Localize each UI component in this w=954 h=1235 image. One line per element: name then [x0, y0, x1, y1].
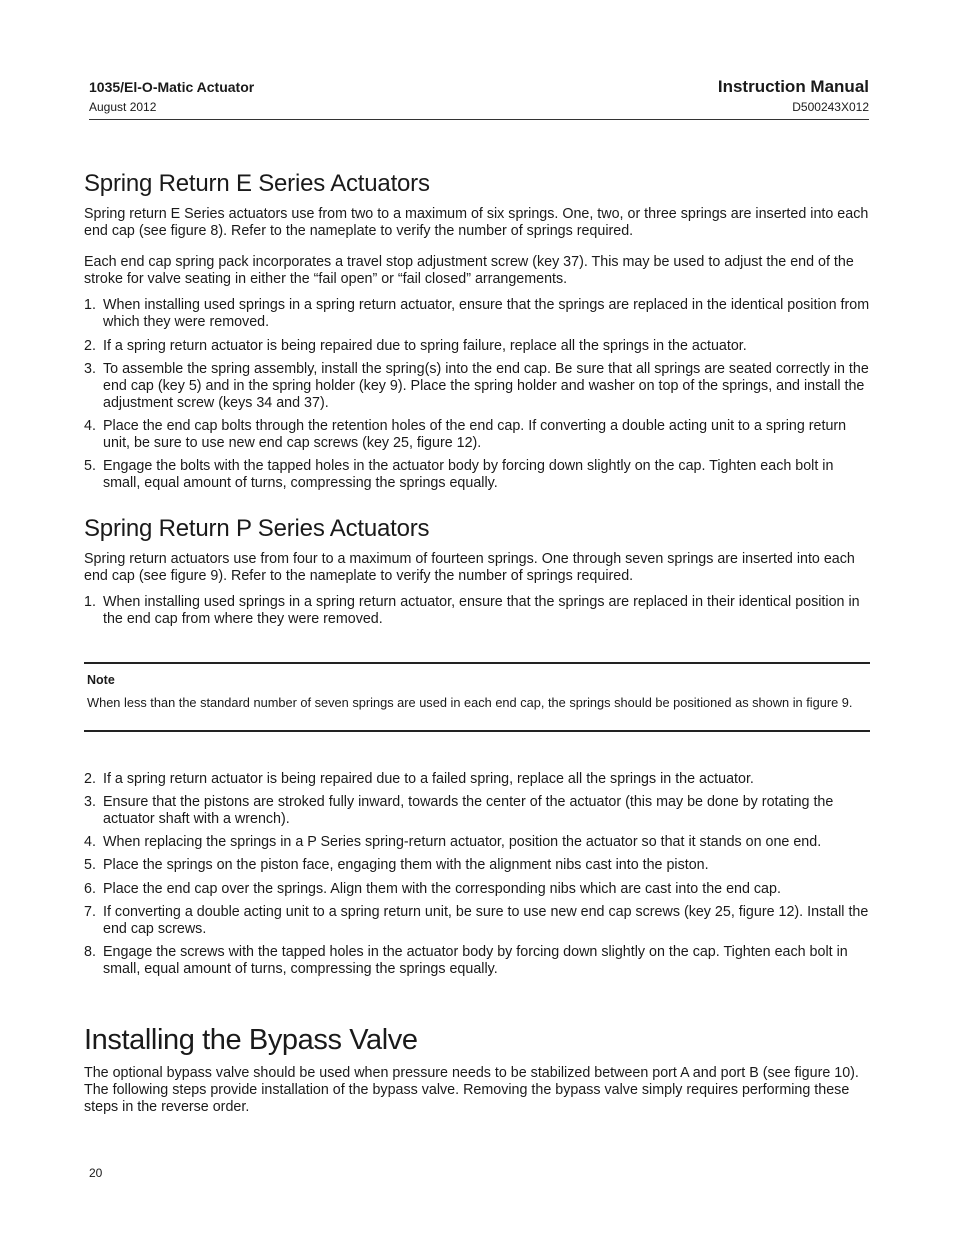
- list-item: 8. Engage the screws with the tapped holes in the actuator body by forcing down slightly on the cap. Tighten each bolt in small, equal amount of turns, compressing the springs equally.: [84, 944, 848, 977]
- section-heading-p-series: Spring Return P Series Actuators: [84, 515, 430, 542]
- list-item: 2. If a spring return actuator is being repaired due to a failed spring, replace all the springs in the actuator.: [84, 771, 754, 787]
- list-item: 3. Ensure that the pistons are stroked fully inward, towards the center of the actuator (this may be done by rotating the actuator shaft with a wrench).: [84, 794, 834, 827]
- list-item: 5. Engage the bolts with the tapped holes in the actuator body by forcing down slightly on the cap. Tighten each bolt in small, equal amount of turns, compressing the springs equally.: [84, 458, 834, 491]
- list-item: 6. Place the end cap over the springs. Align them with the corresponding nibs which are cast into the end cap.: [84, 881, 781, 897]
- list-item: 5. Place the springs on the piston face, engaging them with the alignment nibs cast into the piston.: [84, 857, 709, 873]
- section-heading-e-series: Spring Return E Series Actuators: [84, 170, 430, 197]
- note-title: Note: [87, 673, 115, 687]
- note-box: [84, 662, 870, 732]
- list-item: 4. When replacing the springs in a P Series spring-return actuator, position the actuator so that it stands on one end.: [84, 834, 822, 850]
- list-item: 1. When installing used springs in a spring return actuator, ensure that the springs are replaced in the identical position from which they were removed.: [84, 297, 870, 330]
- publication-date: August 2012: [89, 100, 157, 114]
- list-item: 2. If a spring return actuator is being repaired due to spring failure, replace all the springs in the actuator.: [84, 338, 747, 354]
- list-item: 1. When installing used springs in a spring return actuator, ensure that the springs are replaced in their identical position in the end cap from where they were removed.: [84, 594, 860, 627]
- list-item: 4. Place the end cap bolts through the retention holes of the end cap. If converting a double acting unit to a spring return unit, be sure to use new end cap screws (key 25, figure 12).: [84, 418, 847, 451]
- note-body: When less than the standard number of seven springs are used in each end cap, the springs should be positioned as shown in figure 9.: [87, 695, 853, 710]
- paragraph: Each end cap spring pack incorporates a travel stop adjustment screw (key 37). This may be used to adjust the end of the stroke for valve seating in either the “fail open” or “fail closed” arrangements.: [84, 254, 854, 287]
- document-number: D500243X012: [792, 100, 869, 114]
- page-header: [89, 77, 869, 120]
- paragraph: Spring return E Series actuators use from two to a maximum of six springs. One, two, or three springs are inserted into each end cap (see figure 8). Refer to the nameplate to verify the number of springs required.: [84, 206, 869, 239]
- list-item: 3. To assemble the spring assembly, install the spring(s) into the end cap. Be sure that all springs are seated correctly in the end cap (key 5) and in the spring holder (key 9). Place the spring holder and washer on top of the springs, and install the adjustment screw (keys 34 and 37).: [84, 361, 869, 411]
- paragraph: Spring return actuators use from four to a maximum of fourteen springs. One through seven springs are inserted into each end cap (see figure 9). Refer to the nameplate to verify the number of springs required.: [84, 551, 855, 584]
- manual-type: Instruction Manual: [717, 77, 869, 96]
- paragraph: The optional bypass valve should be used when pressure needs to be stabilized between port A and port B (see figure 10). The following steps provide installation of the bypass valve. Removing the bypass valve simply requires performing these steps in the reverse order.: [84, 1065, 859, 1115]
- page-number: 20: [89, 1166, 103, 1180]
- product-title: 1035/El-O-Matic Actuator: [89, 79, 255, 95]
- list-item: 7. If converting a double acting unit to a spring return unit, be sure to use new end cap screws (key 25, figure 12). Install the end cap screws.: [84, 904, 869, 937]
- section-heading-bypass-valve: Installing the Bypass Valve: [84, 1024, 418, 1056]
